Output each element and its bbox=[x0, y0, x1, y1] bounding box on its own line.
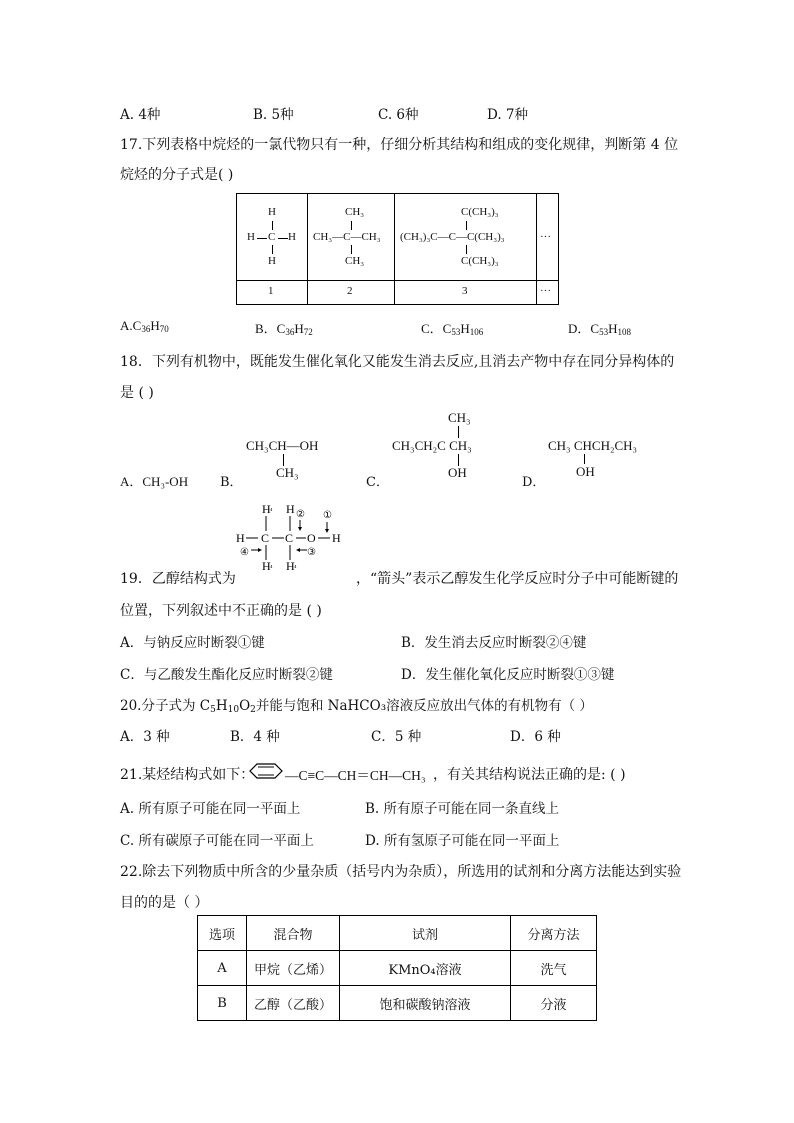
q20-option-c: C．5 种 bbox=[371, 729, 422, 745]
q20-option-b: B．4 种 bbox=[230, 729, 280, 745]
diagram-h-top-2: H bbox=[286, 502, 295, 516]
q18-stem-line1: 18．下列有机物中，既能发生催化氧化又能发生消去反应,且消去产物中存在同分异构体的 bbox=[120, 354, 675, 370]
diagram-bond-4: ④ bbox=[240, 547, 249, 558]
col2-mid: CH₃—C—CH₃ bbox=[313, 231, 381, 243]
q22-header-option: 选项 bbox=[198, 916, 247, 951]
col1-bottom-h: H bbox=[268, 255, 276, 267]
diagram-h-bottom-1: H bbox=[262, 559, 271, 572]
table-row bbox=[198, 951, 597, 986]
col1-carbon: C bbox=[268, 231, 276, 243]
q18-b-formula-bottom: CH₃ bbox=[276, 465, 299, 480]
diagram-h-bottom-2-mark: ⁴ bbox=[294, 564, 297, 572]
q16-option-a: A. 4种 bbox=[120, 107, 161, 123]
q22-row-a-option: A bbox=[198, 951, 247, 986]
diagram-bond-3: ③ bbox=[307, 547, 316, 558]
col3-bottom: C(CH₃)₃ bbox=[461, 255, 499, 267]
q19-option-b: B．发生消去反应时断裂②④键 bbox=[401, 635, 587, 651]
q21-option-c: C. 所有碳原子可能在同一平面上 bbox=[120, 833, 314, 849]
q18-d-formula-top: CH₃ CHCH₂CH₃ bbox=[548, 438, 638, 453]
q18-b-formula-top: CH₃CH—OH bbox=[246, 438, 319, 453]
num-4: ··· bbox=[540, 285, 551, 297]
diagram-o: O bbox=[307, 531, 316, 545]
q16-option-b: B. 5种 bbox=[253, 107, 294, 123]
num-1: 1 bbox=[268, 285, 274, 297]
q17-option-d: D．$C_{53}H_{108}$ bbox=[568, 321, 631, 337]
q16-option-d: D. 7种 bbox=[487, 107, 529, 123]
q18-d-formula-bottom: OH bbox=[576, 464, 595, 479]
q16-option-c: C. 6种 bbox=[378, 107, 419, 123]
q22-row-b-method: 分液 bbox=[511, 986, 597, 1021]
q19-stem-part1: 19．乙醇结构式为 bbox=[120, 571, 236, 587]
q22-row-b-mixture: 乙醇（乙酸） bbox=[247, 986, 340, 1021]
q17-structure-table bbox=[236, 193, 559, 305]
q19-option-a: A．与钠反应时断裂①键 bbox=[120, 635, 265, 651]
table-row bbox=[198, 986, 597, 1021]
q22-stem-line1: 22.除去下列物质中所含的少量杂质（括号内为杂质），所选用的试剂和分离方法能达到实验 bbox=[120, 864, 682, 880]
diagram-h-top-1: H bbox=[262, 502, 271, 516]
col3-mid: (CH₃)₃C—C—C(CH₃)₃ bbox=[400, 231, 505, 243]
q19-stem-line2: 位置，下列叙述中不正确的是 ( ) bbox=[120, 603, 322, 619]
q19-option-d: D．发生催化氧化反应时断裂①③键 bbox=[401, 667, 615, 683]
col2-top: CH₃ bbox=[345, 206, 365, 218]
diagram-h-bottom-2: H bbox=[286, 559, 295, 572]
q18-option-b-label: B． bbox=[220, 475, 243, 490]
diagram-h-bottom-1-mark: ⁴ bbox=[270, 564, 273, 572]
q22-header-reagent: 试剂 bbox=[340, 916, 511, 951]
q22-table-header-row bbox=[198, 916, 597, 951]
q22-header-mixture: 混合物 bbox=[247, 916, 340, 951]
num-3: 3 bbox=[462, 285, 468, 297]
diagram-bond-1: ① bbox=[323, 510, 332, 521]
col2-bottom: CH₃ bbox=[345, 255, 365, 267]
q19-option-c: C．与乙酸发生酯化反应时断裂②键 bbox=[120, 667, 333, 683]
q17-stem-line1: 17.下列表格中烷烃的一氯代物只有一种，仔细分析其结构和组成的变化规律，判断第 4 位 bbox=[120, 137, 679, 153]
diagram-h-left: H bbox=[236, 531, 245, 545]
benzene-ring-icon bbox=[248, 762, 284, 780]
q18-c-formula-bottom: OH bbox=[448, 465, 467, 480]
q18-option-c-label: C． bbox=[366, 475, 389, 490]
diagram-h-right: H bbox=[332, 531, 341, 545]
q17-option-a: $A.C_{36}H_{70}$ bbox=[120, 318, 169, 334]
q18-c-formula-mid: CH₃CH₂C CH₃ bbox=[392, 438, 472, 453]
q21-option-b: B. 所有原子可能在同一条直线上 bbox=[365, 801, 560, 817]
diagram-c-2: C bbox=[285, 531, 294, 545]
q22-row-b-reagent: 饱和碳酸钠溶液 bbox=[340, 986, 511, 1021]
q21-option-a: A. 所有原子可能在同一平面上 bbox=[120, 801, 301, 817]
q22-table bbox=[197, 915, 597, 1021]
q22-row-a-mixture: 甲烷（乙烯） bbox=[247, 951, 340, 986]
q22-row-b-option: B bbox=[198, 986, 247, 1021]
q21-stem-pre: 21.某烃结构式如下： bbox=[120, 767, 255, 783]
diagram-c-1: C bbox=[261, 531, 270, 545]
q21-stem-post: ，有关其结构说法正确的是: ( ) bbox=[433, 767, 626, 783]
q17-option-c: C．$C_{53}H_{106}$ bbox=[421, 321, 484, 337]
q20-option-d: D．6 种 bbox=[510, 729, 561, 745]
col4-ellipsis: ··· bbox=[540, 231, 551, 243]
q21-option-d: D. 所有氢原子可能在同一平面上 bbox=[365, 833, 560, 849]
diagram-bond-2: ② bbox=[296, 509, 305, 520]
q20-stem: 20.分子式为 $C_5H_{10}O_2$并能与饱和 NaHCO₃溶液反应放出气体的有机物有（ ） bbox=[120, 698, 593, 715]
q17-option-b: B．$C_{36}H_{72}$ bbox=[255, 321, 313, 337]
q18-option-a: A．CH₃-OH bbox=[120, 474, 189, 489]
num-2: 2 bbox=[347, 285, 353, 297]
col1-left-h: H bbox=[247, 231, 255, 243]
q22-row-a-method: 洗气 bbox=[511, 951, 597, 986]
q18-stem-line2: 是 ( ) bbox=[120, 385, 154, 401]
q22-row-a-reagent: KMnO₄溶液 bbox=[340, 951, 511, 986]
q18-c-formula-top: CH₃ bbox=[448, 410, 471, 425]
ethanol-structure-diagram bbox=[234, 500, 354, 572]
q17-stem-line2: 烷烃的分子式是( ) bbox=[120, 167, 234, 183]
q20-option-a: A．3 种 bbox=[120, 729, 170, 745]
col3-top: C(CH₃)₃ bbox=[461, 206, 499, 218]
q22-header-method: 分离方法 bbox=[511, 916, 597, 951]
q22-stem-line2: 目的的是（ ） bbox=[120, 895, 209, 911]
q18-option-d-label: D． bbox=[522, 475, 546, 490]
col1-right-h: H bbox=[288, 231, 296, 243]
q19-stem-part2: ，“箭头”表示乙醇发生化学反应时分子中可能断键的 bbox=[356, 571, 679, 587]
q21-formula: —C≡C—CH＝CH—CH₃ bbox=[285, 768, 426, 783]
col1-top-h: H bbox=[268, 206, 276, 218]
diagram-h-top-1-mark: ⁴ bbox=[270, 507, 273, 515]
